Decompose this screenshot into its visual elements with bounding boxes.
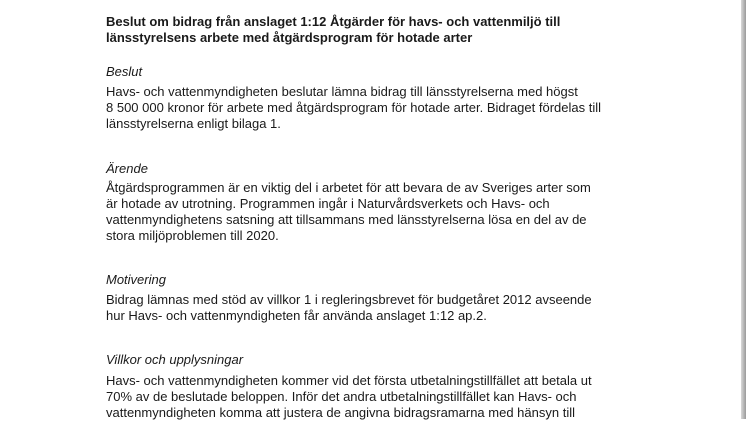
body-line: Åtgärdsprogrammen är en viktig del i arbetet för att bevara de av Sveriges arter som <box>106 180 591 195</box>
section-heading-beslut: Beslut <box>106 64 143 79</box>
section-heading-arende: Ärende <box>106 161 148 176</box>
section-heading-motivering: Motivering <box>106 272 166 287</box>
section-body-beslut <box>106 84 606 132</box>
document-title <box>106 14 706 46</box>
body-line: Havs- och vattenmyndigheten beslutar lämna bidrag till länsstyrelserna med högst <box>106 84 578 99</box>
section-body-villkor <box>106 373 606 421</box>
document-page <box>106 14 706 420</box>
section-body-arende <box>106 180 606 244</box>
section-body-motivering <box>106 292 606 324</box>
body-line: är hotade av utrotning. Programmen ingår i Naturvårdsverkets och Havs- och <box>106 196 550 211</box>
body-line: vattenmyndigheten komma att justera de angivna bidragsramarna med hänsyn till <box>106 405 575 420</box>
title-line: Beslut om bidrag från anslaget 1:12 Åtgärder för havs- och vattenmiljö till <box>106 14 561 29</box>
body-line: stora miljöproblemen till 2020. <box>106 228 279 243</box>
title-line: länsstyrelsens arbete med åtgärdsprogram för hotade arter <box>106 30 473 45</box>
page-edge <box>741 0 746 419</box>
body-line: Havs- och vattenmyndigheten kommer vid det första utbetalningstillfället att betala ut <box>106 373 592 388</box>
section-heading-villkor: Villkor och upplysningar <box>106 352 244 367</box>
body-line: länsstyrelserna enligt bilaga 1. <box>106 116 281 131</box>
body-line: 8 500 000 kronor för arbete med åtgärdsprogram för hotade arter. Bidraget fördelas till <box>106 100 602 115</box>
body-line: hur Havs- och vattenmyndigheten får använda anslaget 1:12 ap.2. <box>106 308 487 323</box>
body-line: Bidrag lämnas med stöd av villkor 1 i regleringsbrevet för budgetåret 2012 avseende <box>106 292 592 307</box>
body-line: 70% av de beslutade beloppen. Inför det andra utbetalningstillfället kan Havs- och <box>106 389 577 404</box>
body-line: vattenmyndighetens satsning att tillsammans med länsstyrelserna lösa en del av de <box>106 212 587 227</box>
